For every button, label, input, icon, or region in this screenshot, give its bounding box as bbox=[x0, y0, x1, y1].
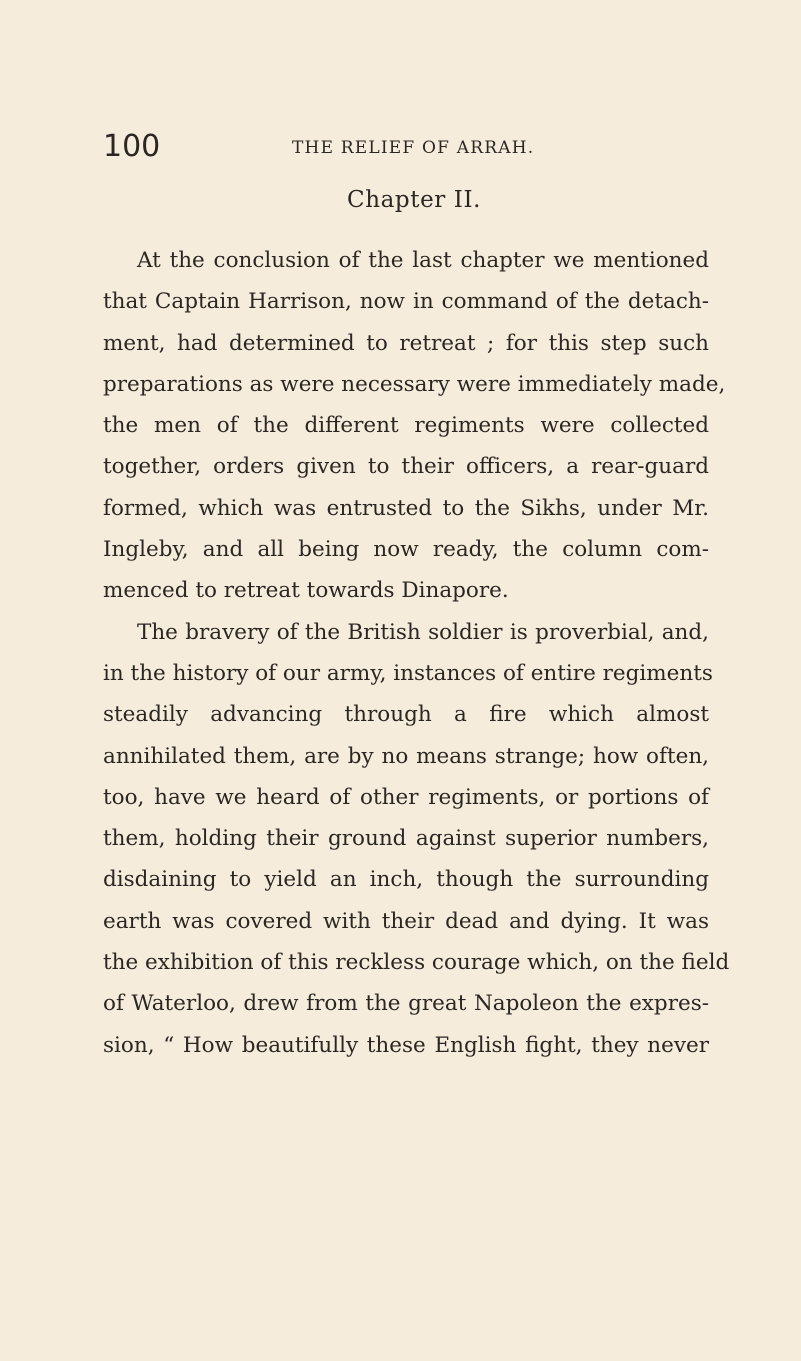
text-line: sion, “ How beautifully these English fight, they never bbox=[103, 1032, 709, 1058]
text-line: menced to retreat towards Dinapore. bbox=[103, 578, 509, 604]
text-line: the exhibition of this reckless courage which, on the field bbox=[103, 950, 730, 976]
text-line: together, orders given to their officers, a rear-guard bbox=[103, 454, 709, 480]
text-line: the men of the different regiments were collected bbox=[103, 413, 709, 439]
text-line: The bravery of the British soldier is proverbial, and, bbox=[137, 619, 709, 645]
text-line: ment, had determined to retreat ; for this step such bbox=[103, 330, 709, 356]
text-line: of Waterloo, drew from the great Napoleon the expres- bbox=[103, 991, 709, 1017]
text-line: them, holding their ground against superior numbers, bbox=[103, 826, 709, 852]
body-text bbox=[103, 240, 730, 1066]
text-line: too, have we heard of other regiments, or portions of bbox=[103, 784, 709, 810]
text-line: preparations as were necessary were immediately made, bbox=[103, 371, 726, 397]
chapter-heading: Chapter II. bbox=[347, 187, 482, 213]
text-line: annihilated them, are by no means strange; how often, bbox=[103, 743, 709, 769]
text-line: earth was covered with their dead and dying. It was bbox=[103, 908, 709, 934]
text-line: formed, which was entrusted to the Sikhs, under Mr. bbox=[103, 495, 709, 521]
text-line: disdaining to yield an inch, though the surrounding bbox=[103, 867, 709, 893]
page-number: 100 bbox=[103, 129, 161, 164]
text-line: in the history of our army, instances of entire regiments bbox=[103, 660, 713, 686]
text-line: that Captain Harrison, now in command of the detach- bbox=[103, 289, 709, 315]
running-head-title: THE RELIEF OF ARRAH. bbox=[292, 138, 535, 158]
text-line: Ingleby, and all being now ready, the column com- bbox=[103, 537, 709, 563]
text-line: steadily advancing through a fire which almost bbox=[103, 702, 709, 728]
text-line: At the conclusion of the last chapter we mentioned bbox=[137, 248, 709, 273]
